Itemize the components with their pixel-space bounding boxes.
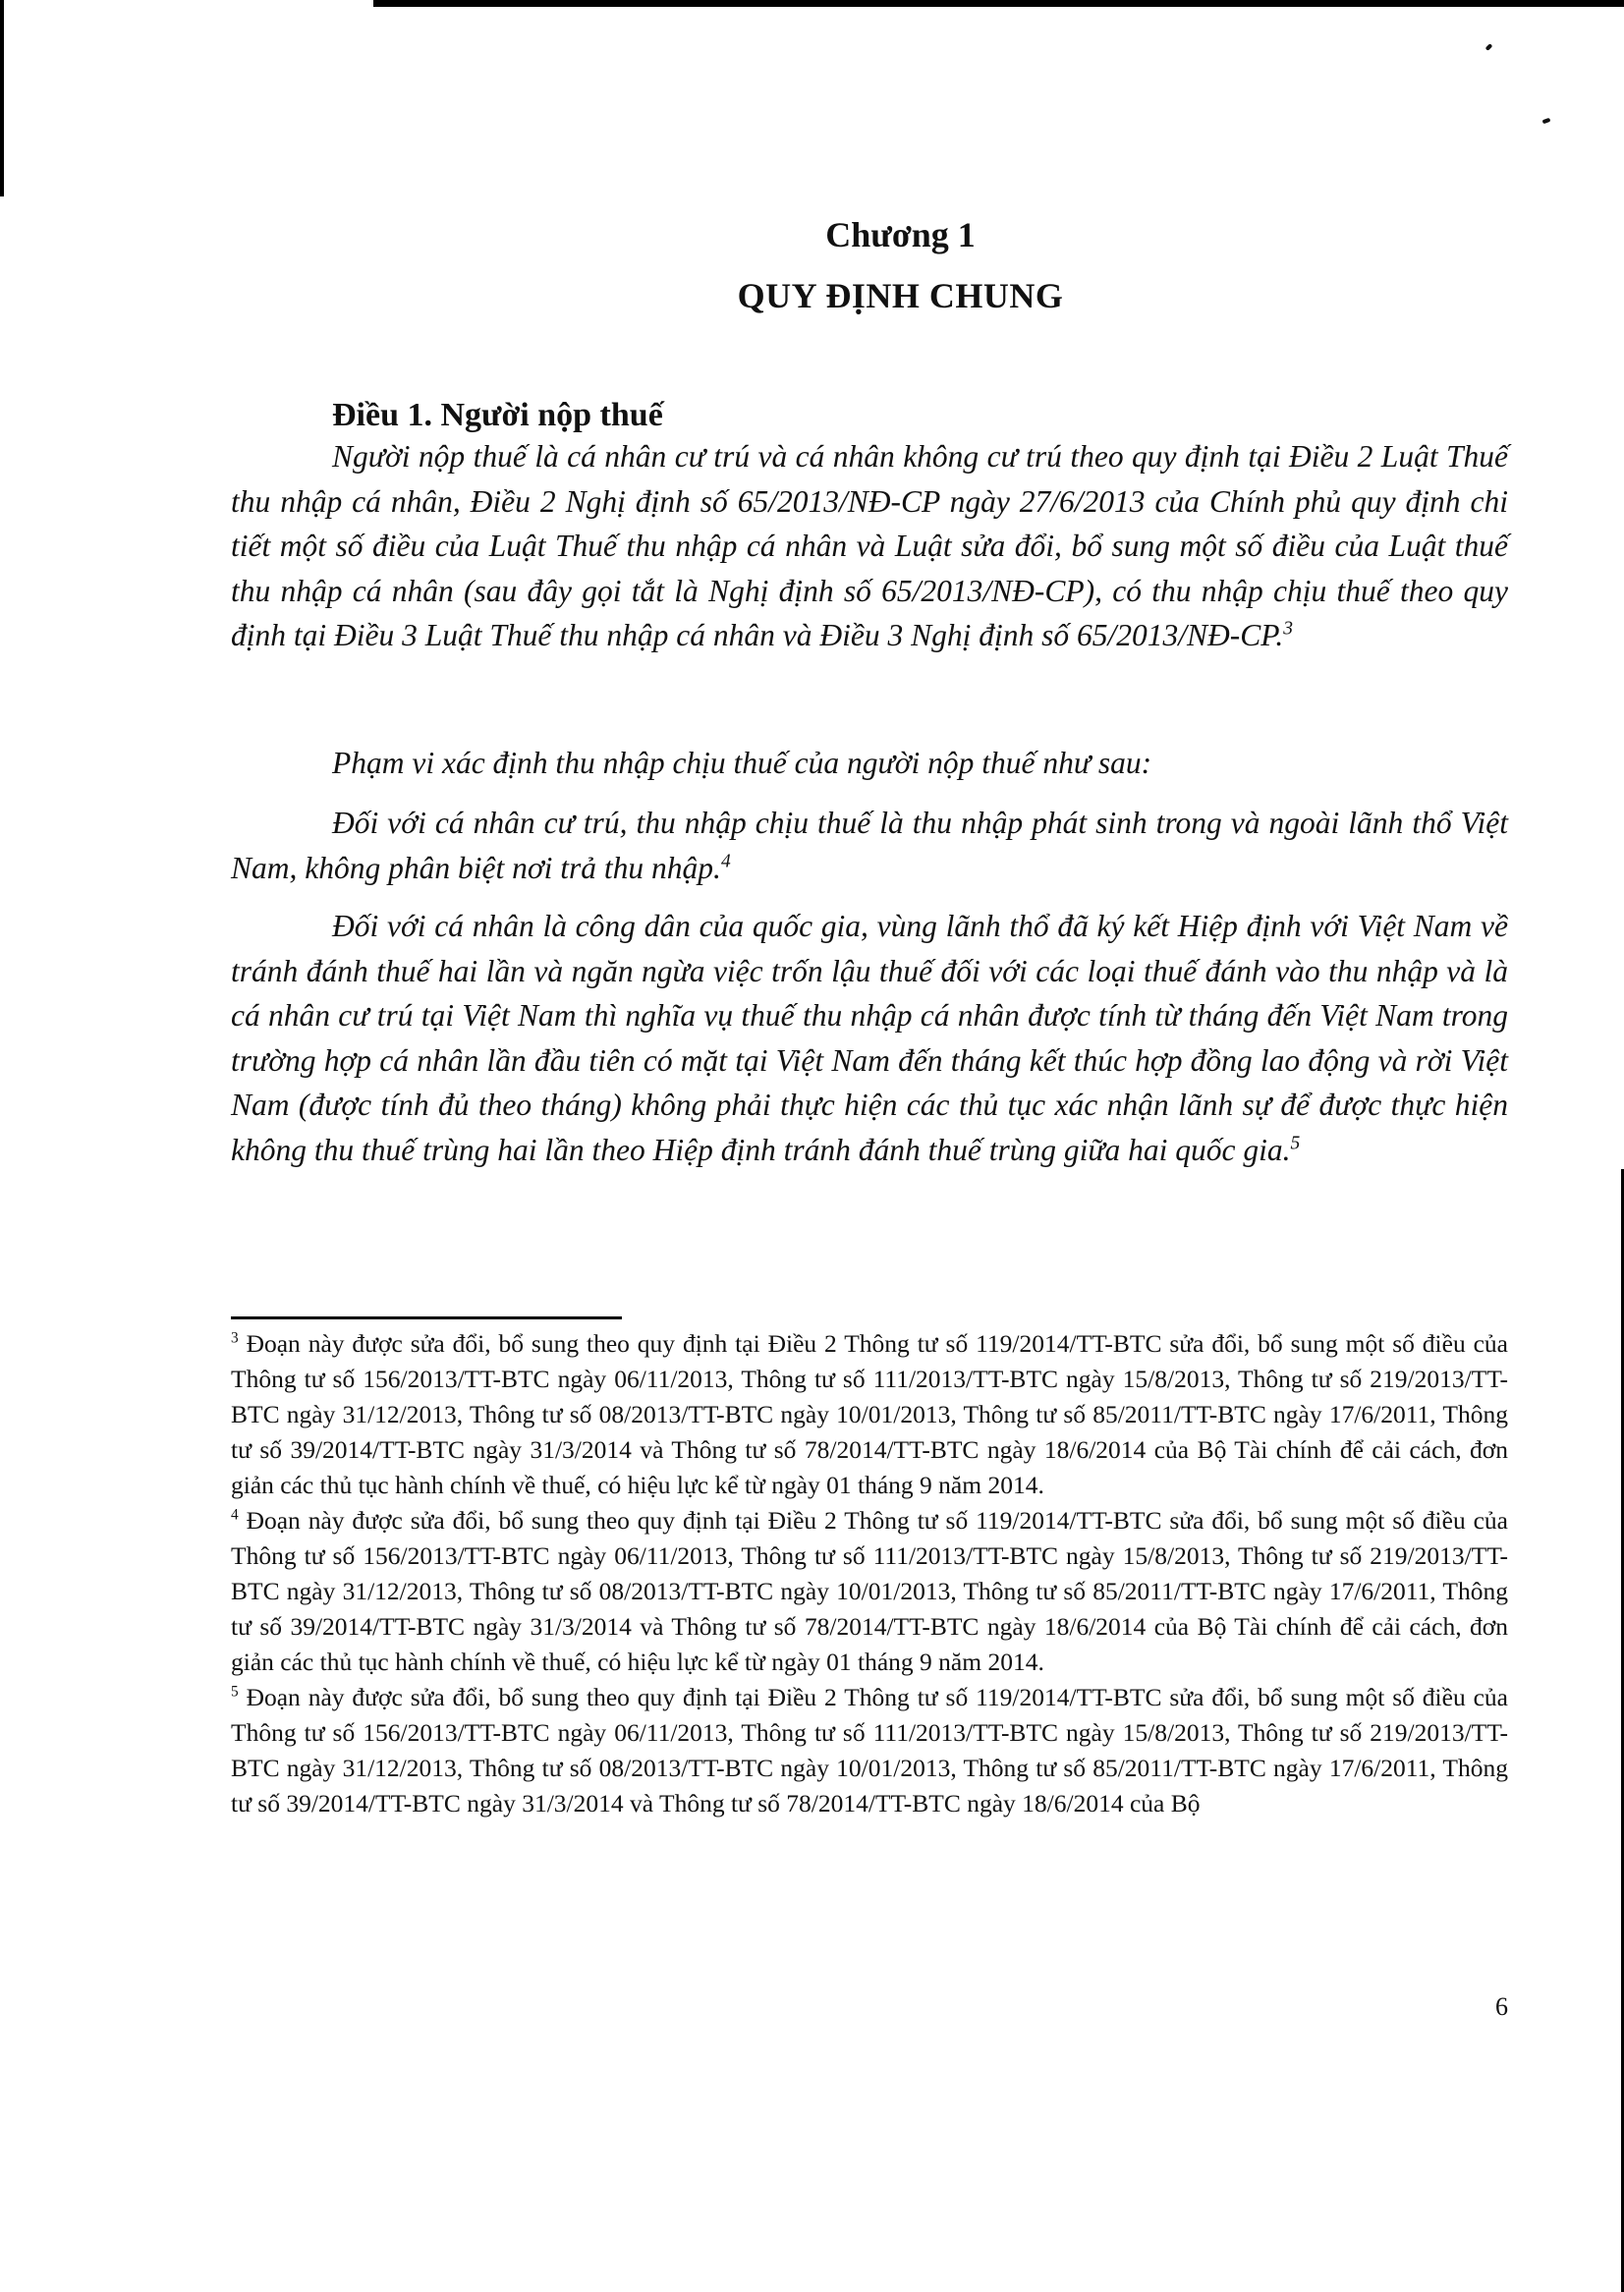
paragraph-text: Đối với cá nhân cư trú, thu nhập chịu thuế là thu nhập phát sinh trong và ngoài lãnh thổ Việt Nam, không phân biệt nơi trả thu nhập. [231,806,1508,885]
paragraph-resident-income [231,801,1508,890]
footnote-separator [231,1316,622,1319]
paragraph-text: Phạm vi xác định thu nhập chịu thuế của người nộp thuế như sau: [332,746,1152,780]
paragraph-text: Người nộp thuế là cá nhân cư trú và cá nhân không cư trú theo quy định tại Điều 2 Luật Thuế thu nhập cá nhân, Điều 2 Nghị định số 65/2013/NĐ-CP ngày 27/6/2013 của Chính phủ quy định chi tiết một số điều của Luật Thuế thu nhập cá nhân và Luật sửa đổi, bổ sung một số điều của Luật thuế thu nhập cá nhân (sau đây gọi tắt là Nghị định số 65/2013/NĐ-CP), có thu nhập chịu thuế theo quy định tại Điều 3 Luật Thuế thu nhập cá nhân và Điều 3 Nghị định số 65/2013/NĐ-CP. [231,439,1508,652]
footnote-ref[interactable]: 4 [720,851,731,871]
footnote-number: 3 [231,1329,239,1347]
footnotes [231,1326,1508,1821]
footnote-number: 4 [231,1506,239,1524]
article-heading: Điều 1. Người nộp thuế [332,397,663,433]
paragraph-treaty-residents [231,904,1508,1172]
scan-speck [1542,118,1551,124]
chapter-title: QUY ĐỊNH CHUNG [737,276,1064,315]
footnote [231,1680,1508,1821]
scan-border-left [0,0,4,196]
footnote [231,1503,1508,1680]
scan-speck [1485,43,1493,51]
footnote-text: Đoạn này được sửa đổi, bổ sung theo quy định tại Điều 2 Thông tư số 119/2014/TT-BTC sửa đổi, bổ sung một số điều của Thông tư số 156/2013/TT-BTC ngày 06/11/2013, Thông tư số 111/2013/TT-BTC ngày 15/8/2013, Thông tư số 219/2013/TT-BTC ngày 31/12/2013, Thông tư số 08/2013/TT-BTC ngày 10/01/2013, Thông tư số 85/2011/TT-BTC ngày 17/6/2011, Thông tư số 39/2014/TT-BTC ngày 31/3/2014 và Thông tư số 78/2014/TT-BTC ngày 18/6/2014 của Bộ Tài chính để cải cách, đơn giản các thủ tục hành chính về thuế, có hiệu lực kể từ ngày 01 tháng 9 năm 2014. [231,1329,1508,1499]
footnote-ref[interactable]: 3 [1283,618,1294,640]
paragraph-text: Đối với cá nhân là công dân của quốc gia, vùng lãnh thổ đã ký kết Hiệp định với Việt Nam về tránh đánh thuế hai lần và ngăn ngừa việc trốn lậu thuế đối với các loại thuế đánh vào thu nhập và là cá nhân cư trú tại Việt Nam thì nghĩa vụ thuế thu nhập cá nhân được tính từ tháng đến Việt Nam trong trường hợp cá nhân lần đầu tiên có mặt tại Việt Nam đến tháng kết thúc hợp đồng lao động và rời Việt Nam (được tính đủ theo tháng) không phải thực hiện các thủ tục xác nhận lãnh sự để được thực hiện không thu thuế trùng hai lần theo Hiệp định tránh đánh thuế trùng giữa hai quốc gia. [231,909,1508,1167]
paragraph-scope-intro [231,741,1508,786]
footnote-number: 5 [231,1683,239,1701]
paragraph-taxpayer-definition [231,434,1508,658]
scan-border-top [373,0,1624,7]
page-number: 6 [1495,1992,1508,2021]
footnote-text: Đoạn này được sửa đổi, bổ sung theo quy định tại Điều 2 Thông tư số 119/2014/TT-BTC sửa đổi, bổ sung một số điều của Thông tư số 156/2013/TT-BTC ngày 06/11/2013, Thông tư số 111/2013/TT-BTC ngày 15/8/2013, Thông tư số 219/2013/TT-BTC ngày 31/12/2013, Thông tư số 08/2013/TT-BTC ngày 10/01/2013, Thông tư số 85/2011/TT-BTC ngày 17/6/2011, Thông tư số 39/2014/TT-BTC ngày 31/3/2014 và Thông tư số 78/2014/TT-BTC ngày 18/6/2014 của Bộ Tài chính để cải cách, đơn giản các thủ tục hành chính về thuế, có hiệu lực kể từ ngày 01 tháng 9 năm 2014. [231,1506,1508,1676]
footnote [231,1326,1508,1503]
footnote-ref[interactable]: 5 [1290,1133,1301,1153]
chapter-number: Chương 1 [825,215,976,254]
footnote-text: Đoạn này được sửa đổi, bổ sung theo quy định tại Điều 2 Thông tư số 119/2014/TT-BTC sửa đổi, bổ sung một số điều của Thông tư số 156/2013/TT-BTC ngày 06/11/2013, Thông tư số 111/2013/TT-BTC ngày 15/8/2013, Thông tư số 219/2013/TT-BTC ngày 31/12/2013, Thông tư số 08/2013/TT-BTC ngày 10/01/2013, Thông tư số 85/2011/TT-BTC ngày 17/6/2011, Thông tư số 39/2014/TT-BTC ngày 31/3/2014 và Thông tư số 78/2014/TT-BTC ngày 18/6/2014 của Bộ [231,1683,1508,1817]
